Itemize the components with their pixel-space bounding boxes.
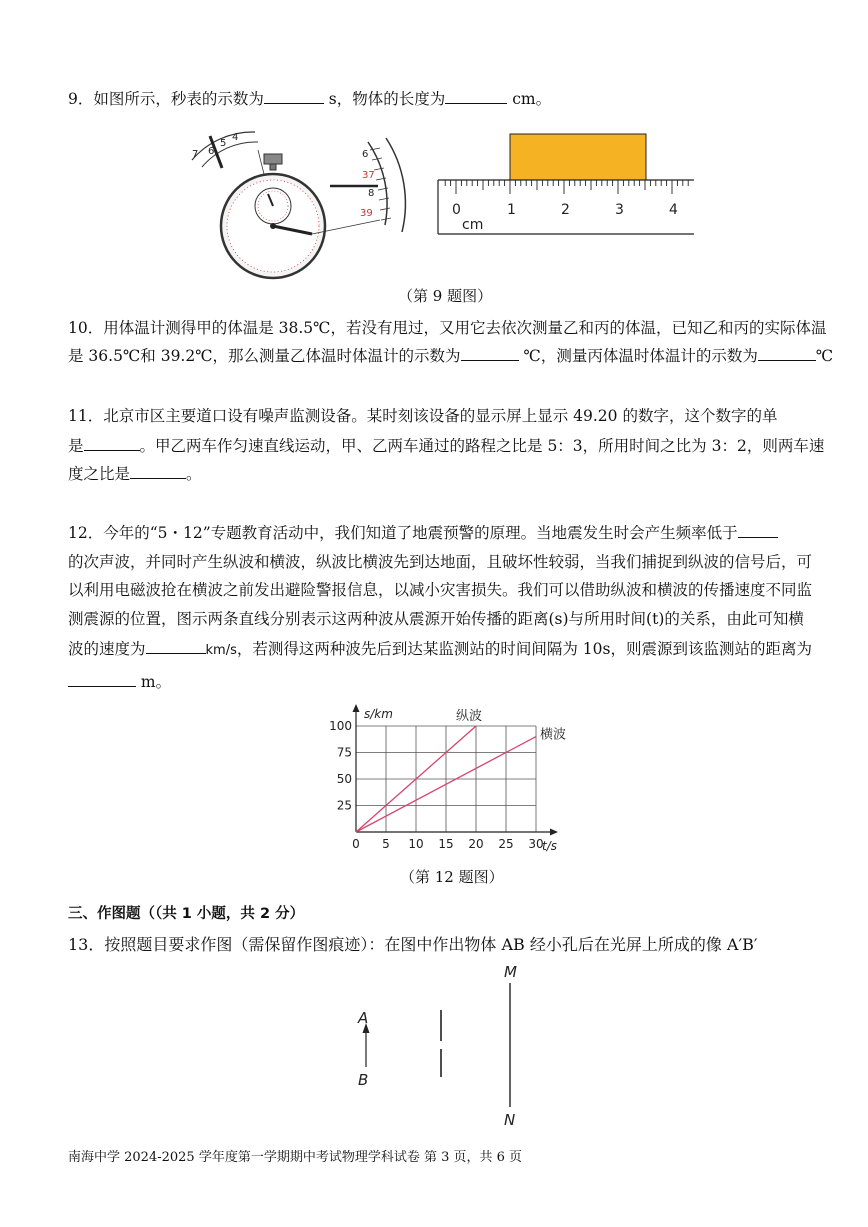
ruler-figure [438, 128, 696, 238]
ruler-ticks [445, 180, 688, 194]
q13-text: 13．按照题目要求作图（需保留作图痕迹）：在图中作出物体 AB 经小孔后在光屏上所成的像 A′B′ [68, 935, 758, 954]
x-tick-label: 10 [408, 837, 424, 851]
y-tick-label: 25 [336, 798, 352, 813]
q12-text-5a: 波的速度为 [68, 640, 146, 658]
section3-heading: 三、作图题（（共 1 小题，共 2 分） [68, 906, 305, 922]
q10-line1: 10．用体温计测得甲的体温是 38.5℃，若没有甩过，又用它去依次测量乙和丙的体温，已知乙和丙的实际体温 [68, 319, 827, 337]
label-M: M [504, 963, 517, 981]
y-tick-label: 50 [336, 772, 352, 786]
label-B: B [358, 1071, 369, 1089]
x-tick-label: 15 [438, 837, 454, 851]
x-tick-label: 5 [382, 837, 390, 851]
ruler-label-4: 4 [669, 202, 678, 218]
q9-blank-2[interactable] [445, 89, 507, 104]
x-axis-label: t/s [542, 839, 557, 853]
q10-text-b: ℃，测量丙体温时体温计的示数为 [518, 347, 758, 365]
x-tick-label: 30 [528, 837, 544, 851]
q11-text-c: 度之比是 [68, 465, 131, 483]
s-t-chart [329, 698, 567, 860]
q11-blank-2[interactable] [130, 464, 186, 479]
stopwatch-figure [180, 120, 420, 290]
q11-text-b: 。甲乙两车作匀速直线运动，甲、乙两车通过的路程之比是 5：3，所用时间之比为 3：2，则两车速 [139, 437, 825, 455]
q12-text-1: 12．今年的“5・12”专题教育活动中，我们知道了地震预警的原理。当地震发生时会产生频率低于 [68, 524, 738, 542]
q11-line3 [68, 464, 202, 484]
mag-label-39: 39 [360, 208, 373, 219]
q12-line2: 的次声波，并同时产生纵波和横波，纵波比横波先到达地面，且破坏性较弱，当我们捕捉到纵波的信号后，可 [68, 553, 813, 571]
y-axis-arrow [353, 704, 360, 712]
q10-text-a: 是 36.5℃和 39.2℃，那么测量乙体温时体温计的示数为 [68, 347, 461, 365]
series-label-transverse: 横波 [540, 727, 567, 743]
dial-label-7: 7 [192, 149, 199, 160]
q9-text-a: 9．如图所示，秒表的示数为 [68, 90, 264, 108]
label-A: A [358, 1009, 369, 1027]
dial-label-5: 5 [220, 138, 227, 149]
y-tick-label: 75 [336, 745, 352, 760]
label-N: N [504, 1111, 516, 1129]
x-tick-label: 0 [352, 837, 360, 851]
q9-blank-1[interactable] [264, 89, 324, 104]
chart-grid [356, 726, 536, 832]
mag-label-8: 8 [368, 188, 375, 199]
page-footer: 南海中学 2024-2025 学年度第一学期期中考试物理学科试卷 第 3 页，共 6 页 [68, 1150, 523, 1165]
mag-label-6: 6 [362, 149, 369, 160]
q12-blank-2[interactable] [146, 639, 206, 654]
mag-label-37: 37 [362, 170, 375, 181]
chart-ticks [329, 719, 544, 851]
q10-blank-1[interactable] [461, 346, 519, 361]
q11-line1: 11．北京市区主要道口设有噪声监测设备。某时刻该设备的显示屏上显示 49.20 的数字，这个数字的单 [68, 407, 778, 425]
dial-label-4: 4 [232, 132, 239, 143]
q9-text-c: cm。 [507, 90, 552, 108]
ruler-label-1: 1 [507, 202, 516, 218]
q9-text [68, 89, 551, 109]
pinhole-diagram [350, 955, 540, 1130]
q10-line2 [68, 346, 833, 366]
q12-unit: km/s [205, 643, 237, 658]
q12-blank-1[interactable] [738, 523, 778, 538]
dial-label-6: 6 [208, 146, 215, 157]
q12-text-5b: ，若测得这两种波先后到达某监测站的时间间隔为 10s，则震源到该监测站的距离为 [236, 640, 812, 658]
q11-line2 [68, 436, 824, 456]
ruler-unit: cm [462, 217, 484, 233]
q9-text-b: s，物体的长度为 [323, 90, 446, 108]
q12-line6 [68, 672, 171, 692]
q11-text-d: 。 [186, 465, 202, 483]
q12-text-6: m。 [136, 673, 172, 691]
q12-blank-3[interactable] [68, 672, 136, 687]
q11-blank-1[interactable] [84, 436, 140, 451]
q12-caption: （第 12 题图） [400, 868, 504, 886]
q12-line5 [68, 639, 812, 661]
ruler-label-2: 2 [561, 202, 570, 218]
q11-text-a: 是 [68, 437, 84, 455]
q10-text-c: ℃ [815, 347, 834, 365]
ruler-label-0: 0 [452, 202, 461, 218]
series-label-longitudinal: 纵波 [456, 709, 483, 724]
ruler-label-3: 3 [615, 202, 624, 218]
q12-line4: 测震源的位置，图示两条直线分别表示这两种波从震源开始传播的距离(s)与所用时间(t)的关系，由此可知横 [68, 610, 804, 628]
q12-line1 [68, 523, 778, 543]
y-axis-label: s/km [364, 707, 393, 721]
q9-caption: （第 9 题图） [398, 287, 493, 305]
x-tick-label: 20 [468, 837, 484, 851]
q12-line3: 以利用电磁波抢在横波之前发出避险警报信息，以减小灾害损失。我们可以借助纵波和横波的传播速度不同监 [68, 581, 813, 599]
y-tick-label: 100 [329, 719, 352, 733]
x-tick-label: 25 [498, 837, 514, 851]
x-axis-arrow [550, 829, 558, 836]
object-block [510, 134, 646, 180]
q10-blank-2[interactable] [758, 346, 816, 361]
